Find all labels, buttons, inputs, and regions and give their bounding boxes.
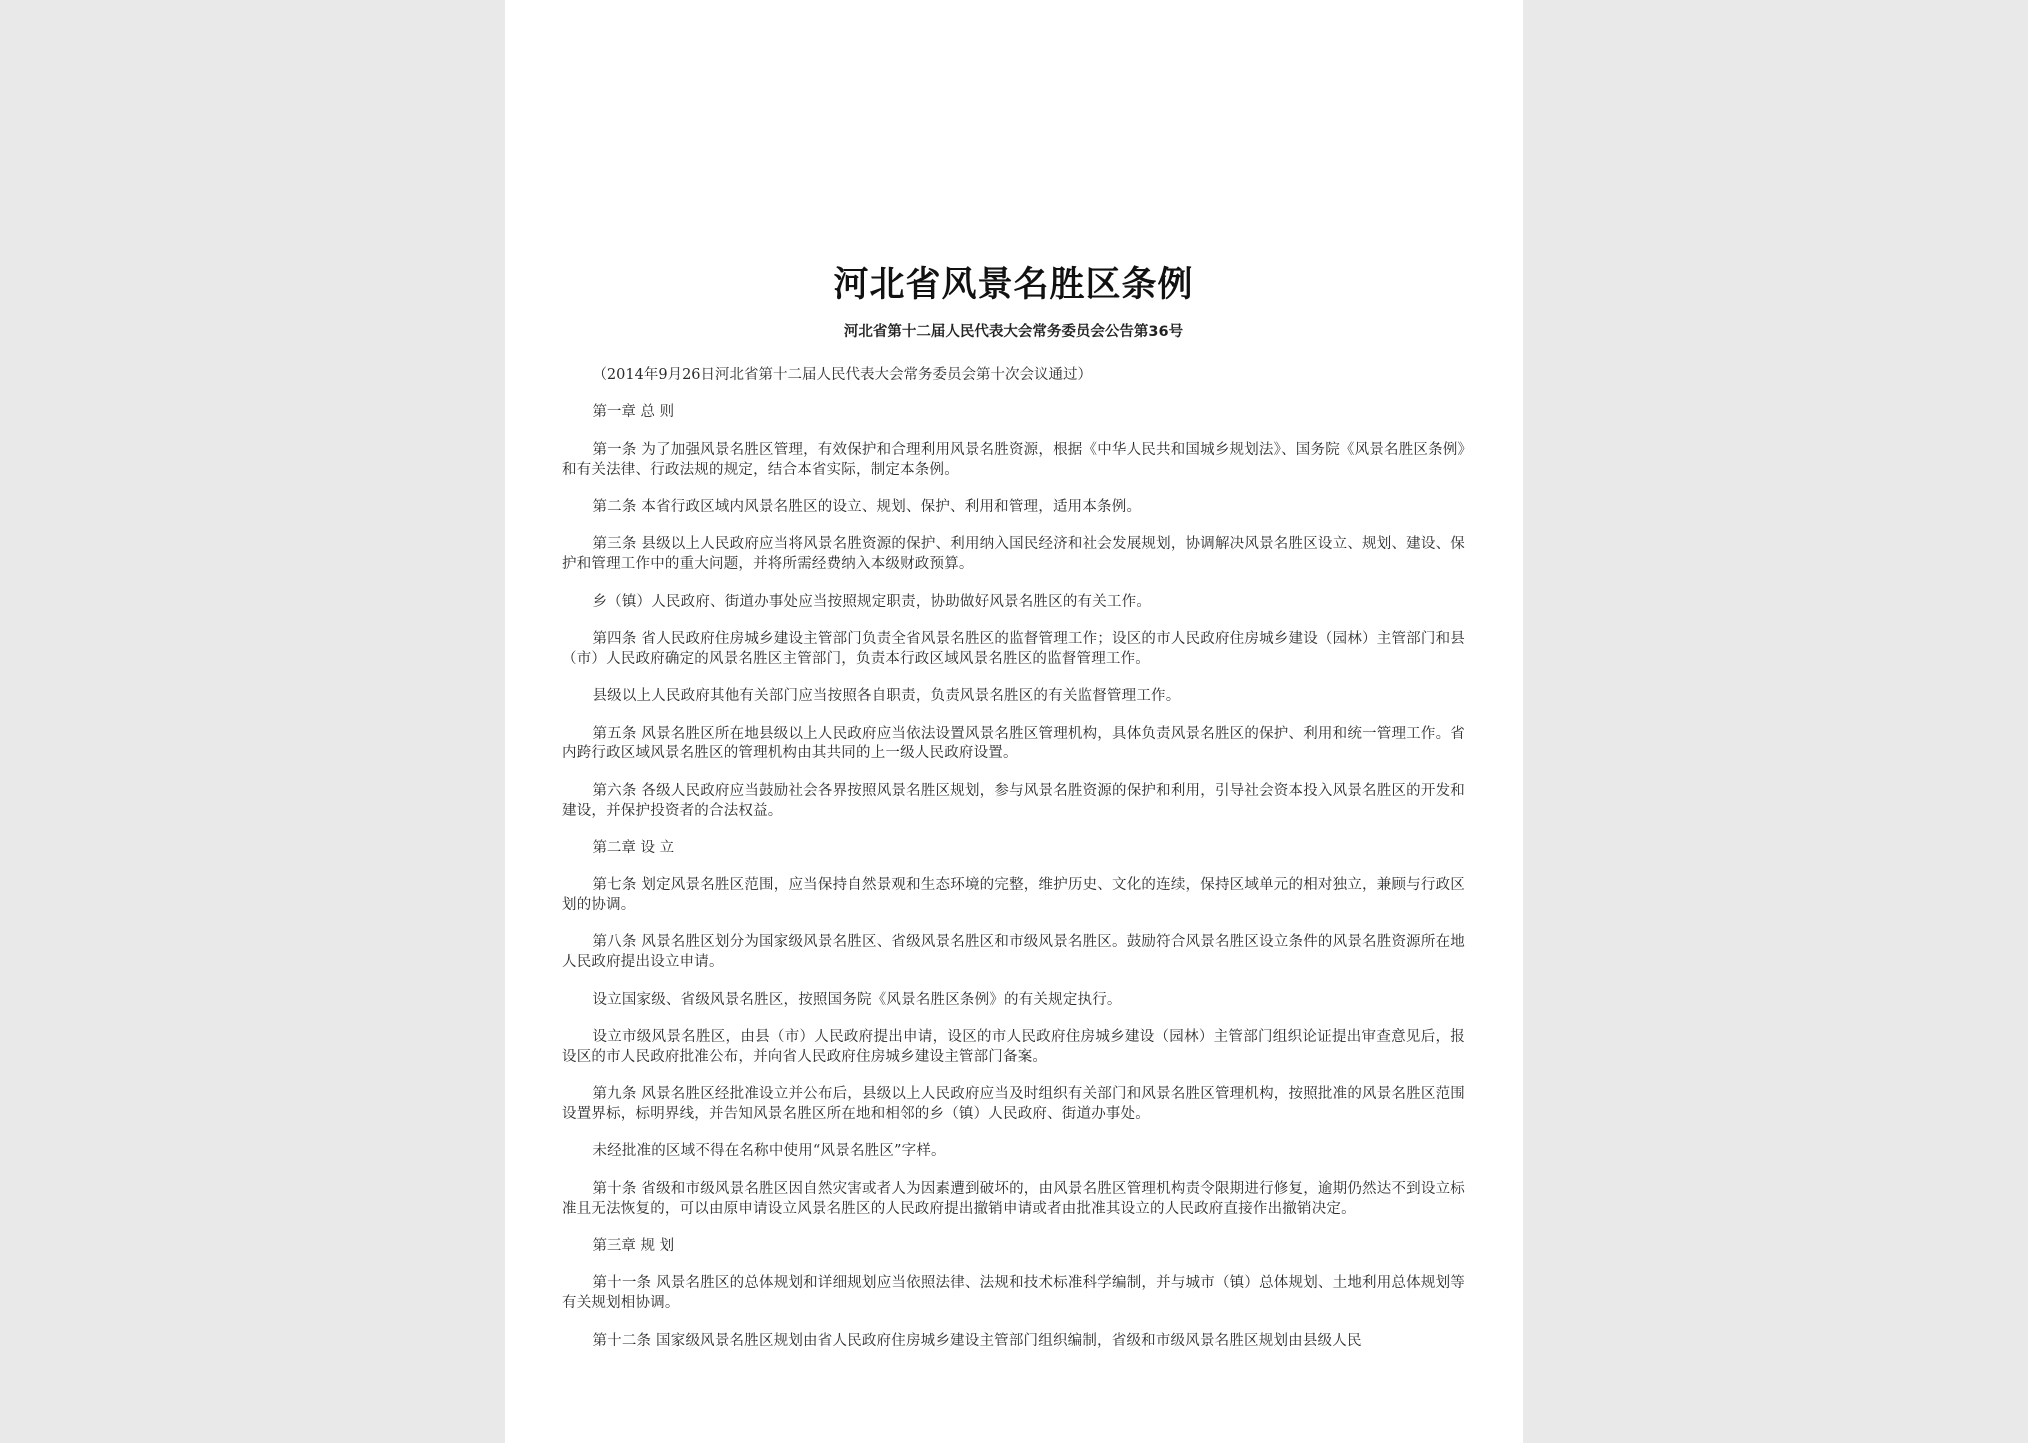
- document-title: 河北省风景名胜区条例: [833, 265, 1194, 305]
- article-paragraph: 第六条 各级人民政府应当鼓励社会各界按照风景名胜区规划，参与风景名胜资源的保护和利用，引导社会资本投入风景名胜区的开发和建设，并保护投资者的合法权益。: [562, 782, 1465, 819]
- article-paragraph: 第三条 县级以上人民政府应当将风景名胜资源的保护、利用纳入国民经济和社会发展规划，协调解决风景名胜区设立、规划、建设、保护和管理工作中的重大问题，并将所需经费纳入本级财政预算。: [562, 536, 1465, 573]
- article-paragraph: 第九条 风景名胜区经批准设立并公布后，县级以上人民政府应当及时组织有关部门和风景名胜区管理机构，按照批准的风景名胜区范围设置界标，标明界线，并告知风景名胜区所在地和相邻的乡（镇）人民政府、街道办事处。: [562, 1086, 1465, 1123]
- article-paragraph: 乡（镇）人民政府、街道办事处应当按照规定职责，协助做好风景名胜区的有关工作。: [592, 593, 1152, 610]
- adoption-note: （2014年9月26日河北省第十二届人民代表大会常务委员会第十次会议通过）: [592, 367, 1093, 383]
- article-paragraph: 第八条 风景名胜区划分为国家级风景名胜区、省级风景名胜区和市级风景名胜区。鼓励符合风景名胜区设立条件的风景名胜资源所在地人民政府提出设立申请。: [562, 934, 1465, 971]
- article-paragraph: 第十一条 风景名胜区的总体规划和详细规划应当依照法律、法规和技术标准科学编制，并与城市（镇）总体规划、土地利用总体规划等有关规划相协调。: [562, 1275, 1465, 1312]
- article-paragraph: 第七条 划定风景名胜区范围，应当保持自然景观和生态环境的完整，维护历史、文化的连续，保持区域单元的相对独立，兼顾与行政区划的协调。: [562, 877, 1465, 914]
- article-paragraph: 未经批准的区域不得在名称中使用“风景名胜区”字样。: [592, 1143, 946, 1160]
- article-paragraph: 第二条 本省行政区域内风景名胜区的设立、规划、保护、利用和管理，适用本条例。: [592, 498, 1142, 515]
- article-paragraph: 第一条 为了加强风景名胜区管理，有效保护和合理利用风景名胜资源，根据《中华人民共和国城乡规划法》、国务院《风景名胜区条例》和有关法律、行政法规的规定，结合本省实际，制定本条例。: [562, 441, 1465, 478]
- document-body: [562, 366, 1465, 1351]
- article-paragraph: 第四条 省人民政府住房城乡建设主管部门负责全省风景名胜区的监督管理工作；设区的市人民政府住房城乡建设（园林）主管部门和县（市）人民政府确定的风景名胜区主管部门，负责本行政区域风景名胜区的监督管理工作。: [562, 630, 1465, 667]
- article-paragraph: 县级以上人民政府其他有关部门应当按照各自职责，负责风景名胜区的有关监督管理工作。: [592, 688, 1181, 705]
- article-paragraph: 设立市级风景名胜区，由县（市）人民政府提出申请，设区的市人民政府住房城乡建设（园林）主管部门组织论证提出审查意见后，报设区的市人民政府批准公布，并向省人民政府住房城乡建设主管部门备案。: [562, 1029, 1465, 1065]
- chapter-heading: 第二章 设 立: [592, 839, 675, 856]
- article-paragraph: 第十条 省级和市级风景名胜区因自然灾害或者人为因素遭到破坏的，由风景名胜区管理机构责令限期进行修复，逾期仍然达不到设立标准且无法恢复的，可以由原申请设立风景名胜区的人民政府提出撤销申请或者由批准其设立的人民政府直接作出撤销决定。: [562, 1180, 1465, 1217]
- article-paragraph: 设立国家级、省级风景名胜区，按照国务院《风景名胜区条例》的有关规定执行。: [592, 991, 1122, 1008]
- document-subtitle: 河北省第十二届人民代表大会常务委员会公告第36号: [843, 324, 1184, 340]
- document-page: [505, 0, 1523, 1443]
- article-paragraph: 第五条 风景名胜区所在地县级以上人民政府应当依法设置风景名胜区管理机构，具体负责风景名胜区的保护、利用和统一管理工作。省内跨行政区域风景名胜区的管理机构由其共同的上一级人民政府设置。: [562, 725, 1465, 762]
- chapter-heading: 第一章 总 则: [592, 404, 675, 421]
- article-paragraph: 第十二条 国家级风景名胜区规划由省人民政府住房城乡建设主管部门组织编制，省级和市级风景名胜区规划由县级人民: [592, 1332, 1362, 1349]
- chapter-heading: 第三章 规 划: [592, 1238, 675, 1254]
